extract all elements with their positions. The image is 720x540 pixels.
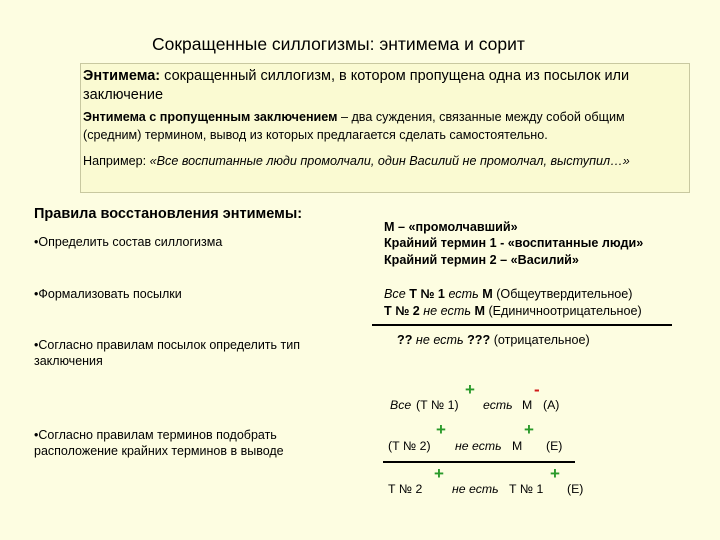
rule-item: •Согласно правилам терминов подобрать расположение крайних терминов в выводе	[34, 428, 284, 458]
row2-middle: М	[512, 439, 523, 453]
enthymeme-term: Энтимема:	[83, 68, 161, 84]
analysis-divider	[383, 461, 575, 463]
premise-1-subject: Т № 1	[405, 287, 449, 301]
row3-type: (Е)	[567, 482, 584, 496]
premise-2	[384, 302, 642, 320]
distributed-plus-sign: +	[550, 464, 560, 483]
premise-1-predicate: М	[478, 287, 497, 301]
extreme-term-2-label: Крайний термин 2	[384, 253, 497, 267]
extreme-term-2-text: – «Василий»	[496, 253, 579, 267]
premise-1	[384, 285, 633, 303]
middle-term-text: – «промолчавший»	[394, 220, 518, 234]
extreme-term-1-label: Крайний термин 1	[384, 236, 497, 250]
row1-type: (А)	[543, 398, 560, 412]
row2-type: (Е)	[546, 439, 563, 453]
missing-conclusion-text: – два суждения, связанные между собой общим (средним) термином, вывод из которых предлагается сделать самостоятельно.	[83, 110, 625, 142]
premise-2-subject: Т № 2	[384, 304, 424, 318]
enthymeme-definition	[83, 67, 673, 105]
undistributed-minus-sign: -	[534, 380, 540, 399]
conclusion-predicate: ???	[467, 333, 491, 347]
rules-heading: Правила восстановления энтимемы:	[34, 206, 303, 222]
row3-verb: не есть	[452, 482, 499, 496]
distributed-plus-sign: +	[465, 380, 475, 399]
rule-item: •Согласно правилам посылок определить тип заключения	[34, 338, 300, 368]
middle-term-label: М	[384, 220, 395, 234]
conclusion-subject: ??	[397, 333, 413, 347]
extreme-term-1-line	[384, 234, 643, 252]
row1-quantifier: Все	[390, 398, 412, 412]
conclusion-copula: не есть	[412, 333, 468, 347]
example-text: «Все воспитанные люди промолчали, один Василий не промолчал, выступил…»	[149, 154, 630, 168]
extreme-term-2-line	[384, 251, 579, 269]
missing-conclusion-term: Энтимема с пропущенным заключением	[83, 110, 338, 124]
premise-1-quantifier: Все	[384, 287, 406, 301]
extreme-term-1-text: - «воспитанные люди»	[496, 236, 644, 250]
example-prefix: Например:	[83, 154, 150, 168]
enthymeme-text: сокращенный силлогизм, в котором пропущена одна из посылок или заключение	[83, 68, 630, 103]
row1-verb: есть	[483, 398, 513, 412]
premise-2-type: (Единичноотрицательное)	[488, 304, 642, 318]
conclusion	[397, 331, 590, 349]
premise-1-type: (Общеутвердительное)	[496, 287, 633, 301]
distributed-plus-sign: +	[524, 420, 534, 439]
premise-1-copula: есть	[448, 287, 479, 301]
distributed-plus-sign: +	[434, 464, 444, 483]
conclusion-divider	[372, 324, 672, 326]
premise-2-predicate: М	[470, 304, 489, 318]
row2-verb: не есть	[455, 439, 502, 453]
row1-term: (Т № 1)	[416, 398, 459, 412]
row3-predicate: Т № 1	[509, 482, 544, 496]
conclusion-type: (отрицательное)	[490, 333, 590, 347]
row1-middle: М	[522, 398, 533, 412]
example	[83, 152, 673, 170]
rule-item: •Формализовать посылки	[34, 287, 182, 301]
premise-2-copula: не есть	[423, 304, 471, 318]
distributed-plus-sign: +	[436, 420, 446, 439]
rule-item: •Определить состав силлогизма	[34, 235, 223, 249]
row2-term: (Т № 2)	[388, 439, 431, 453]
row3-term: Т № 2	[388, 482, 423, 496]
slide-title: Сокращенные силлогизмы: энтимема и сорит	[152, 34, 525, 54]
missing-conclusion-definition	[83, 108, 683, 144]
